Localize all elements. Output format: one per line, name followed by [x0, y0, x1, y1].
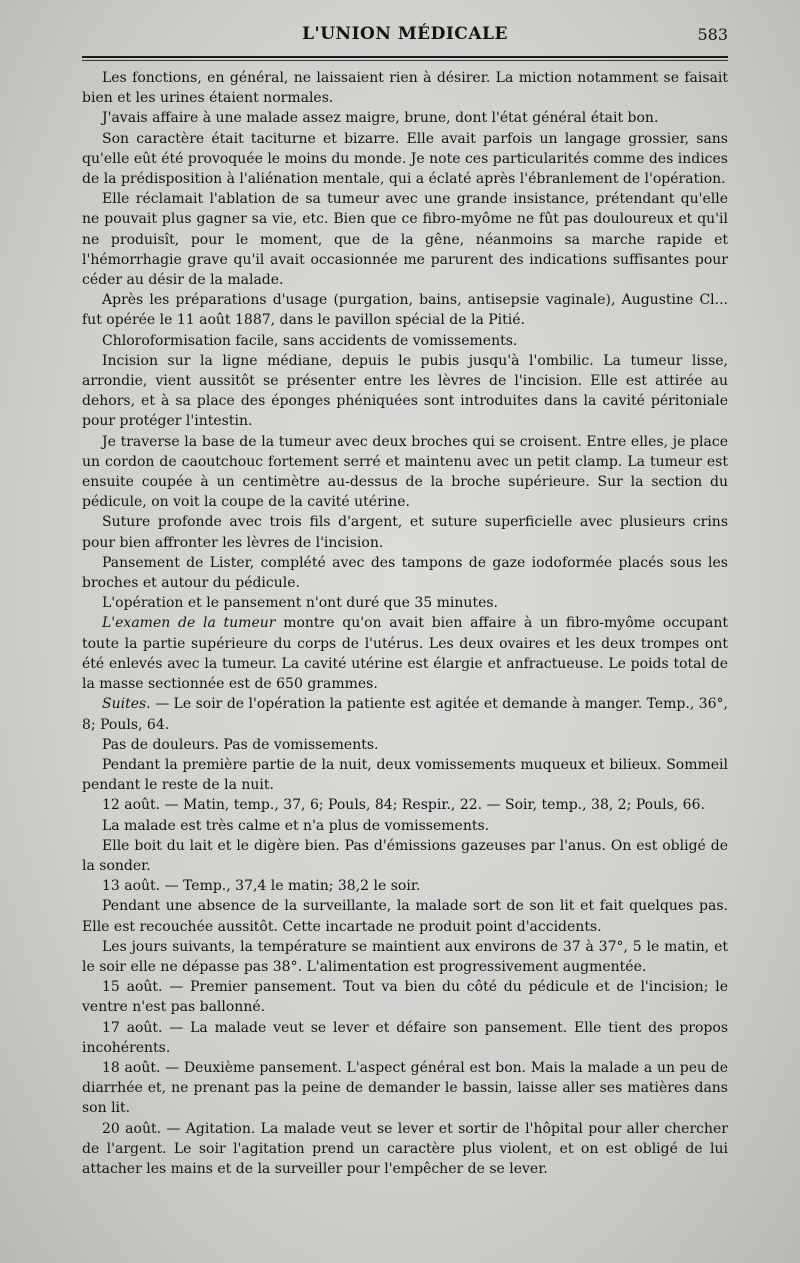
- paragraph-text: 15 août. — Premier pansement. Tout va bien du côté du pédicule et de l'incision; le ventre n'est pas ballonné.: [82, 979, 728, 1016]
- paragraph-text: 13 août. — Temp., 37,4 le matin; 38,2 le soir.: [102, 878, 421, 895]
- paragraph: [82, 331, 728, 351]
- paragraph-text: Son caractère était taciturne et bizarre. Elle avait parfois un langage grossier, sans qu'elle eût été provoquée le moins du monde. Je note ces particularités comme des indices de la prédisposition à l'aliénation mentale, qui a éclaté après l'ébranlement de l'opération.: [82, 130, 728, 188]
- header-rule-thin: [82, 60, 728, 61]
- paragraph-text: Les jours suivants, la température se maintient aux environs de 37 à 37°, 5 le matin, et le soir elle ne dépasse pas 38°. L'alimentation est progressivement augmentée.: [82, 938, 728, 975]
- paragraph-text: Chloroformisation facile, sans accidents de vomissements.: [102, 332, 518, 349]
- paragraph-text: 20 août. — Agitation. La malade veut se lever et sortir de l'hôpital pour aller chercher de l'argent. Le soir l'agitation prend un caractère plus violent, et on est obligé de lui attacher les mains et de la surveiller pour l'empêcher de se lever.: [82, 1120, 728, 1177]
- paragraph: [82, 108, 728, 128]
- page-number: 583: [697, 25, 728, 44]
- paragraph: [82, 735, 728, 755]
- paragraph-text: 17 août. — La malade veut se lever et défaire son pansement. Elle tient des propos incohérents.: [82, 1019, 728, 1056]
- paragraph: [82, 553, 728, 593]
- journal-title: L'UNION MÉDICALE: [302, 24, 508, 44]
- page-header: [82, 24, 728, 50]
- paragraph: [82, 836, 728, 876]
- paragraph-lead: Suites.: [102, 696, 151, 713]
- paragraph: [82, 795, 728, 815]
- paragraph: [82, 694, 728, 734]
- paragraph: [82, 1119, 728, 1180]
- article-body: [82, 68, 728, 1179]
- paragraph: [82, 1058, 728, 1119]
- paragraph: [82, 977, 728, 1017]
- paragraph-lead: L'examen de la tumeur: [102, 615, 276, 632]
- paragraph: [82, 189, 728, 290]
- paragraph: [82, 755, 728, 795]
- paragraph-text: Pendant la première partie de la nuit, deux vomissements muqueux et bilieux. Sommeil pendant le reste de la nuit.: [82, 756, 728, 794]
- paragraph-text: — Le soir de l'opération la patiente est agitée et demande à manger. Temp., 36°, 8; Pouls, 64.: [82, 696, 728, 733]
- paragraph-text: Incision sur la ligne médiane, depuis le pubis jusqu'à l'ombilic. La tumeur lisse, arrondie, vient aussitôt se présenter entre les lèvres de l'incision. Elle est attirée au dehors, et à sa place des éponges phéniquées sont introduites dans la cavité péritoniale pour protéger l'intestin.: [82, 352, 728, 430]
- paragraph: [82, 613, 728, 694]
- paragraph-text: L'opération et le pansement n'ont duré que 35 minutes.: [102, 595, 498, 612]
- paragraph-text: montre qu'on avait bien affaire à un fibro-myôme occupant toute la partie supérieure du corps de l'utérus. Les deux ovaires et les deux trompes ont été enlevés avec la tumeur. La cavité utérine est élargie et anfractueuse. Le poids total de la masse sectionnée est de 650 grammes.: [82, 615, 728, 693]
- paragraph-text: Pendant une absence de la surveillante, la malade sort de son lit et fait quelques pas. Elle est recouchée aussitôt. Cette incartade ne produit point d'accidents.: [82, 898, 728, 935]
- paragraph-text: Suture profonde avec trois fils d'argent, et suture superficielle avec plusieurs crins pour bien affronter les lèvres de l'incision.: [82, 514, 728, 551]
- paragraph: [82, 816, 728, 836]
- paragraph-text: Elle réclamait l'ablation de sa tumeur avec une grande insistance, prétendant qu'elle ne pouvait plus gagner sa vie, etc. Bien que ce fibro-myôme ne fût pas douloureux et qu'il ne produisît, pour le moment, que de la gêne, néanmoins sa marche rapide et l'hémorrhagie grave qu'il avait occasionnée me parurent des indications suffisantes pour céder au désir de la malade.: [82, 191, 728, 289]
- header-rule: [82, 56, 728, 58]
- paragraph: [82, 68, 728, 108]
- paragraph-text: La malade est très calme et n'a plus de vomissements.: [102, 817, 490, 834]
- paragraph-text: Après les préparations d'usage (purgation, bains, antisepsie vaginale), Augustine Cl... fut opérée le 11 août 1887, dans le pavillon spécial de la Pitié.: [82, 292, 728, 329]
- paragraph-text: Elle boit du lait et le digère bien. Pas d'émissions gazeuses par l'anus. On est obligé de la sonder.: [82, 837, 728, 874]
- paragraph: [82, 593, 728, 613]
- paragraph-text: Pansement de Lister, complété avec des tampons de gaze iodoformée placés sous les broches et autour du pédicule.: [82, 554, 728, 592]
- paragraph-text: 12 août. — Matin, temp., 37, 6; Pouls, 84; Respir., 22. — Soir, temp., 38, 2; Pouls, 66.: [102, 797, 705, 814]
- paragraph-text: J'avais affaire à une malade assez maigre, brune, dont l'état général était bon.: [102, 110, 659, 127]
- paragraph: [82, 937, 728, 977]
- paragraph-text: Je traverse la base de la tumeur avec deux broches qui se croisent. Entre elles, je place un cordon de caoutchouc fortement serré et maintenu avec un petit clamp. La tumeur est ensuite coupée à un centimètre au-dessus de la broche supérieure. Sur la section du pédicule, on voit la coupe de la cavité utérine.: [82, 433, 728, 511]
- paragraph-text: 18 août. — Deuxième pansement. L'aspect général est bon. Mais la malade a un peu de diarrhée et, ne prenant pas la peine de demander le bassin, laisse aller ses matières dans son lit.: [82, 1059, 728, 1117]
- paragraph: [82, 512, 728, 552]
- paragraph: [82, 1018, 728, 1058]
- paragraph-text: Pas de douleurs. Pas de vomissements.: [102, 736, 379, 753]
- paragraph: [82, 876, 728, 896]
- paragraph: [82, 896, 728, 936]
- paragraph: [82, 351, 728, 432]
- paragraph: [82, 290, 728, 330]
- paragraph: [82, 129, 728, 190]
- paragraph-text: Les fonctions, en général, ne laissaient rien à désirer. La miction notamment se faisait bien et les urines étaient normales.: [82, 70, 728, 107]
- paragraph: [82, 432, 728, 513]
